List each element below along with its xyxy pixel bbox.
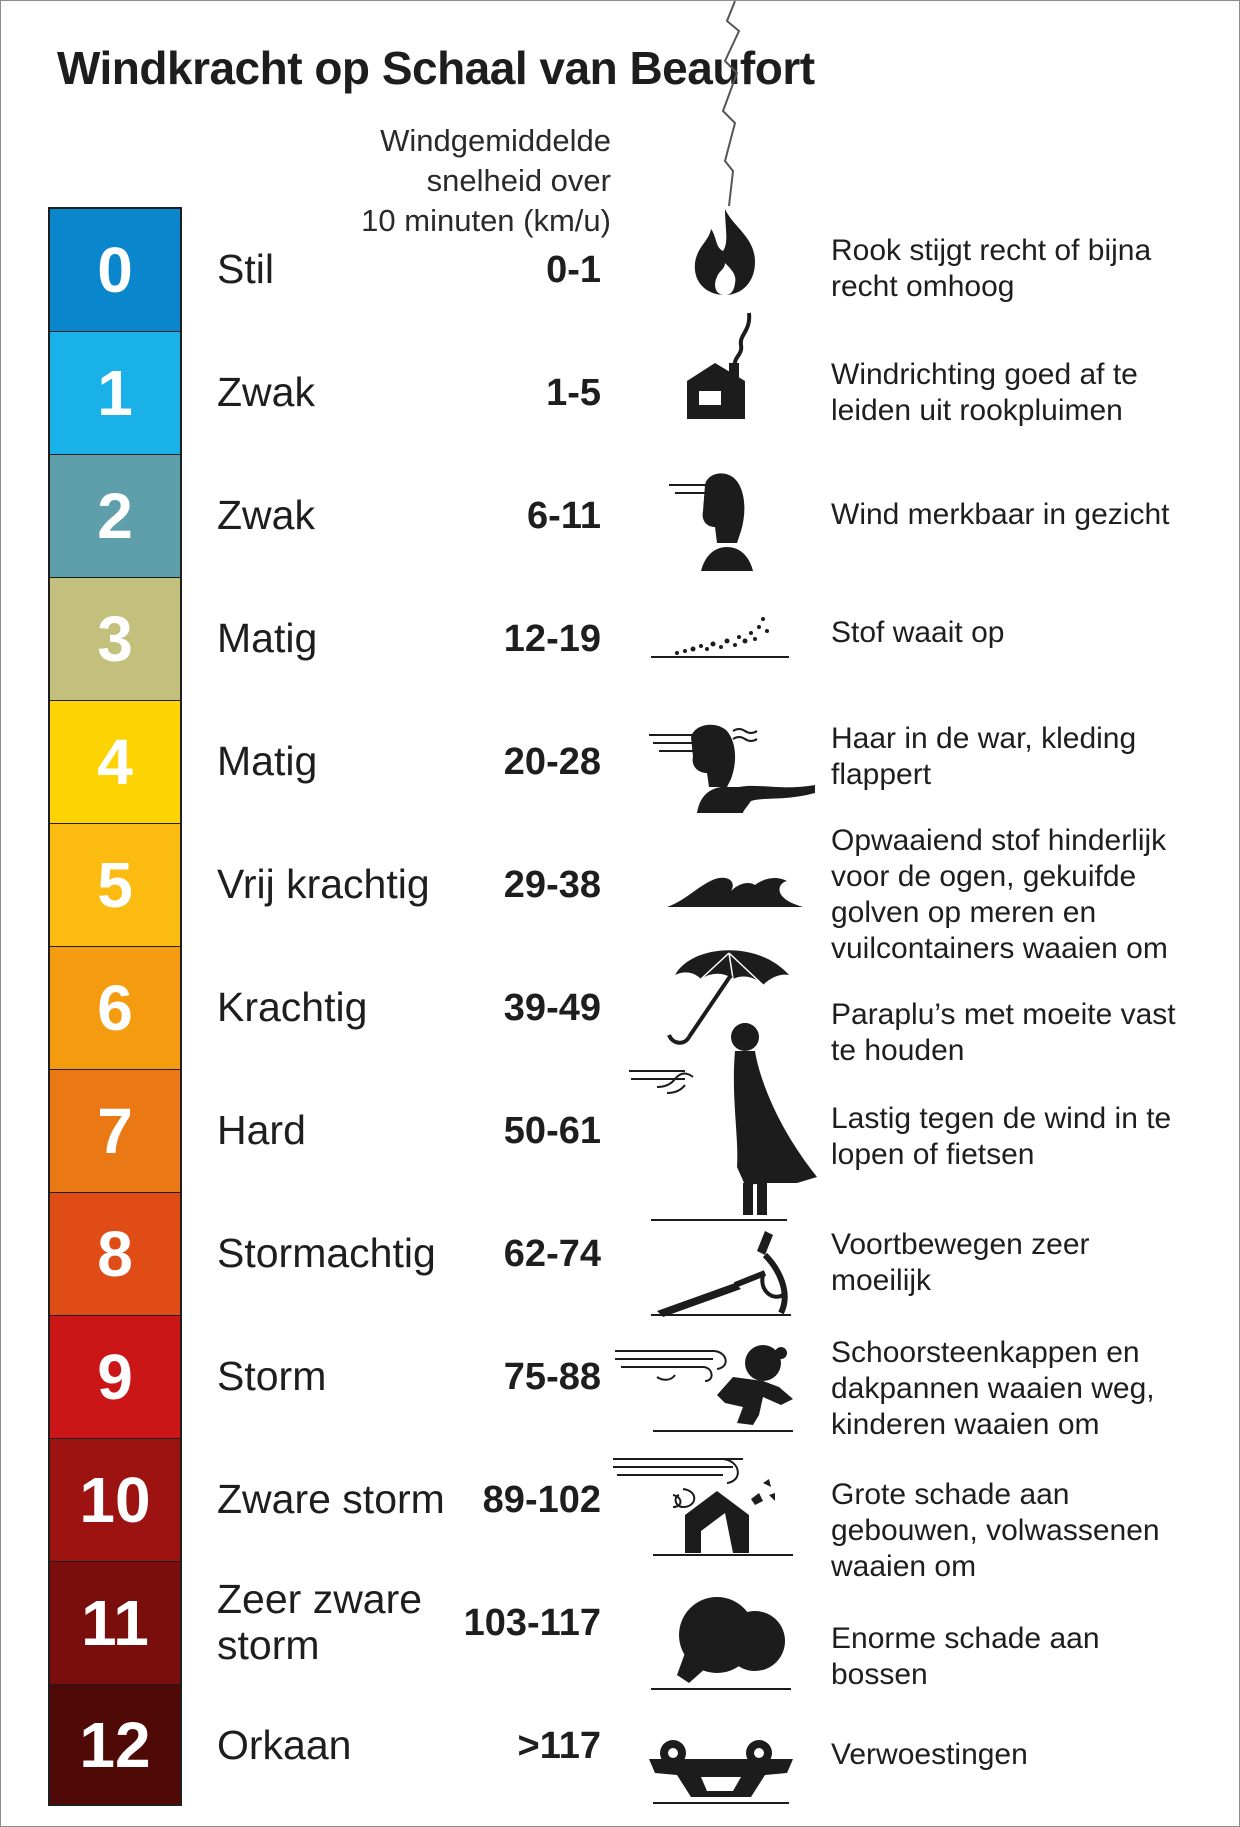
speed-header-line: 10 minuten (km/u) — [361, 203, 611, 238]
level-description — [831, 615, 1231, 651]
level-name-line: Hard — [217, 1106, 306, 1153]
description-line: Windrichting goed af te — [831, 358, 1138, 391]
description-line: bossen — [831, 1658, 928, 1691]
wind-speed-range: 6-11 — [527, 494, 601, 537]
level-description — [831, 233, 1231, 305]
beaufort-level-box: 7 — [50, 1070, 180, 1193]
description-line: te houden — [831, 1034, 965, 1067]
wind-speed-range: 89-102 — [482, 1478, 601, 1521]
beaufort-level-box: 5 — [50, 824, 180, 947]
wind-speed-range: 1-5 — [546, 371, 601, 414]
level-name — [217, 246, 274, 292]
description-line: Enorme schade aan — [831, 1622, 1100, 1655]
description-line: Haar in de war, kleding — [831, 722, 1137, 755]
description-line: Wind merkbaar in gezicht — [831, 498, 1170, 531]
beaufort-level-box: 6 — [50, 947, 180, 1070]
level-name-line: Matig — [217, 614, 318, 661]
description-line: voor de ogen, gekuifde — [831, 860, 1137, 893]
level-description — [831, 1737, 1231, 1773]
description-line: Schoorsteenkappen en — [831, 1336, 1140, 1369]
beaufort-level-box: 9 — [50, 1316, 180, 1439]
wind-speed-range: 29-38 — [503, 863, 601, 906]
description-line: flappert — [831, 758, 932, 791]
lightning-bolt-icon — [717, 1, 757, 206]
level-name-line: Stil — [217, 245, 274, 292]
level-name-line: Zwak — [217, 368, 315, 415]
description-line: Grote schade aan — [831, 1478, 1070, 1511]
page-title: Windkracht op Schaal van Beaufort — [57, 42, 815, 94]
description-line: Verwoestingen — [831, 1738, 1028, 1771]
beaufort-level-box: 3 — [50, 578, 180, 701]
fallen-bicycle-icon — [651, 1229, 801, 1317]
overturned-car-icon — [647, 1739, 795, 1805]
level-description — [831, 497, 1231, 533]
description-line: Voortbewegen zeer — [831, 1228, 1090, 1261]
level-name — [217, 369, 315, 415]
face-wind-icon — [667, 471, 767, 571]
description-line: recht omhoog — [831, 270, 1015, 303]
description-line: Lastig tegen de wind in te — [831, 1102, 1172, 1135]
wind-speed-range: 50-61 — [503, 1109, 601, 1152]
level-name — [217, 1230, 436, 1276]
level-name-line: Zwak — [217, 491, 315, 538]
description-line: vuilcontainers waaien om — [831, 932, 1168, 965]
walking-person-icon — [627, 1017, 827, 1222]
house-smoke-icon — [685, 307, 765, 419]
damaged-house-icon — [613, 1453, 813, 1557]
level-name-line: Zeer zware — [217, 1575, 423, 1622]
description-line: dakpannen waaien weg, — [831, 1372, 1155, 1405]
wind-speed-range: >117 — [517, 1724, 601, 1767]
speed-header-line: snelheid over — [426, 163, 611, 198]
description-line: leiden uit rookpluimen — [831, 394, 1123, 427]
wind-speed-range: 39-49 — [503, 986, 601, 1029]
level-name — [217, 615, 317, 661]
wind-speed-range: 20-28 — [503, 740, 601, 783]
beaufort-level-box: 0 — [50, 209, 180, 332]
level-name-line: Zware storm — [217, 1475, 445, 1522]
falling-child-icon — [613, 1337, 813, 1433]
beaufort-level-box: 11 — [50, 1562, 180, 1685]
level-name — [217, 492, 315, 538]
level-description — [831, 1335, 1231, 1443]
wind-speed-range: 62-74 — [503, 1232, 601, 1275]
beaufort-level-box: 1 — [50, 332, 180, 455]
level-description — [831, 721, 1231, 793]
description-line: gebouwen, volwassenen — [831, 1514, 1160, 1547]
person-scarf-icon — [647, 721, 817, 813]
level-name-line: storm — [217, 1621, 320, 1668]
wind-speed-range: 75-88 — [503, 1355, 601, 1398]
level-description — [831, 1101, 1231, 1173]
fallen-tree-icon — [651, 1595, 795, 1691]
speed-header-line: Windgemiddelde — [380, 123, 611, 158]
level-name-line: Orkaan — [217, 1721, 352, 1768]
dust-icon — [651, 607, 791, 659]
level-description — [831, 1477, 1231, 1585]
wind-speed-range: 0-1 — [546, 248, 601, 291]
beaufort-level-box: 8 — [50, 1193, 180, 1316]
level-description — [831, 997, 1231, 1069]
level-name-line: Storm — [217, 1352, 327, 1399]
beaufort-level-box: 4 — [50, 701, 180, 824]
level-name — [217, 1353, 326, 1399]
level-name — [217, 738, 317, 784]
level-name-line: Krachtig — [217, 983, 368, 1030]
level-name — [217, 1576, 422, 1668]
level-name — [217, 861, 430, 907]
level-name-line: Vrij krachtig — [217, 860, 430, 907]
beaufort-scale-bar — [48, 207, 182, 1806]
description-line: kinderen waaien om — [831, 1408, 1100, 1441]
level-name-line: Stormachtig — [217, 1229, 436, 1276]
level-description — [831, 1227, 1231, 1299]
level-name-line: Matig — [217, 737, 318, 784]
beaufort-level-box: 2 — [50, 455, 180, 578]
level-description — [831, 357, 1231, 429]
level-description — [831, 823, 1231, 967]
level-name — [217, 1722, 351, 1768]
waves-icon — [665, 871, 805, 911]
description-line: Stof waait op — [831, 616, 1005, 649]
beaufort-level-box: 12 — [50, 1685, 180, 1804]
wind-speed-range: 12-19 — [503, 617, 601, 660]
level-name — [217, 984, 367, 1030]
description-line: moeilijk — [831, 1264, 932, 1297]
speed-column-header — [301, 121, 611, 241]
description-line: Opwaaiend stof hinderlijk — [831, 824, 1167, 857]
level-description — [831, 1621, 1231, 1693]
wind-speed-range: 103-117 — [463, 1601, 601, 1644]
description-line: Paraplu’s met moeite vast — [831, 998, 1176, 1031]
description-line: golven op meren en — [831, 896, 1097, 929]
flame-icon — [685, 207, 765, 297]
description-line: Rook stijgt recht of bijna — [831, 234, 1152, 267]
level-name — [217, 1107, 306, 1153]
level-name — [217, 1476, 445, 1522]
description-line: lopen of fietsen — [831, 1138, 1035, 1171]
beaufort-level-box: 10 — [50, 1439, 180, 1562]
description-line: waaien om — [831, 1550, 977, 1583]
